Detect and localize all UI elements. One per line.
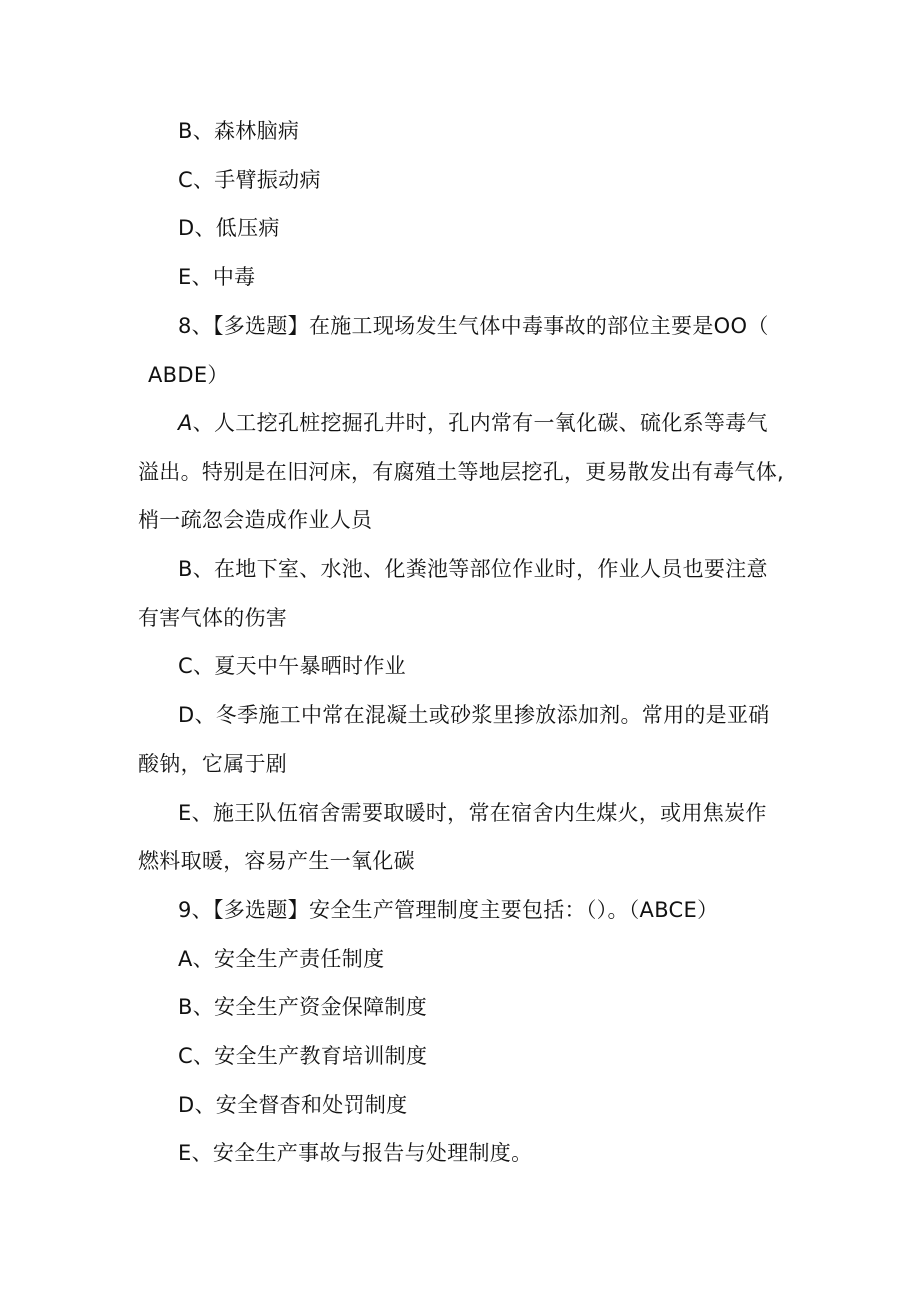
q8-option-d-line2: 酸钠，它属于剧 — [138, 752, 288, 776]
q7-option-c: C、手臂振动病 — [178, 168, 321, 192]
q9-stem: 9、【多选题】安全生产管理制度主要包括：（）。（ABCE） — [178, 898, 719, 922]
q8-stem: 8、【多选题】在施工现场发生气体中毒事故的部位主要是OO（ — [178, 314, 769, 338]
q8-option-b-line2: 有害气体的伤害 — [138, 606, 288, 630]
q7-option-e: E、中毒 — [178, 265, 256, 289]
q9-option-b: B、安全生产资金保障制度 — [178, 995, 428, 1019]
q9-option-e: E、安全生产事故与报告与处理制度。 — [178, 1141, 533, 1165]
q9-option-d: D、安全督杳和处罚制度 — [178, 1093, 408, 1117]
q8-option-a-letter: A — [178, 411, 193, 435]
q8-option-e: E、施王队伍宿舍需要取暖时，常在宿舍内生煤火，或用焦炭作 — [178, 801, 767, 825]
q8-option-e-line2: 燃料取暖，容易产生一氧化碳 — [138, 849, 415, 873]
q8-option-b: B、在地下室、水池、化粪池等部位作业时，作业人员也要注意 — [178, 557, 768, 581]
q8-option-a-line3: 梢一疏忽会造成作业人员 — [138, 508, 373, 532]
q8-option-a-text: 、人工挖孔桩挖掘孔井时，孔内常有一氧化碳、硫化系等毒气 — [192, 411, 768, 435]
q8-option-c: C、夏天中午暴晒时作业 — [178, 654, 406, 678]
q8-option-a — [178, 408, 768, 438]
q9-option-a: A、安全生产责任制度 — [178, 947, 385, 971]
q8-option-a-line2: 溢出。特别是在旧河床，有腐殖土等地层挖孔，更易散发出有毒气体, — [138, 460, 784, 484]
q7-option-d: D、低压病 — [178, 216, 280, 240]
q8-option-d: D、冬季施工中常在混凝土或砂浆里掺放添加剂。常用的是亚硝 — [178, 703, 770, 727]
q9-option-c: C、安全生产教育培训制度 — [178, 1044, 428, 1068]
q7-option-b: B、森林脑病 — [178, 119, 300, 143]
q8-answer: ABDE） — [148, 363, 229, 387]
